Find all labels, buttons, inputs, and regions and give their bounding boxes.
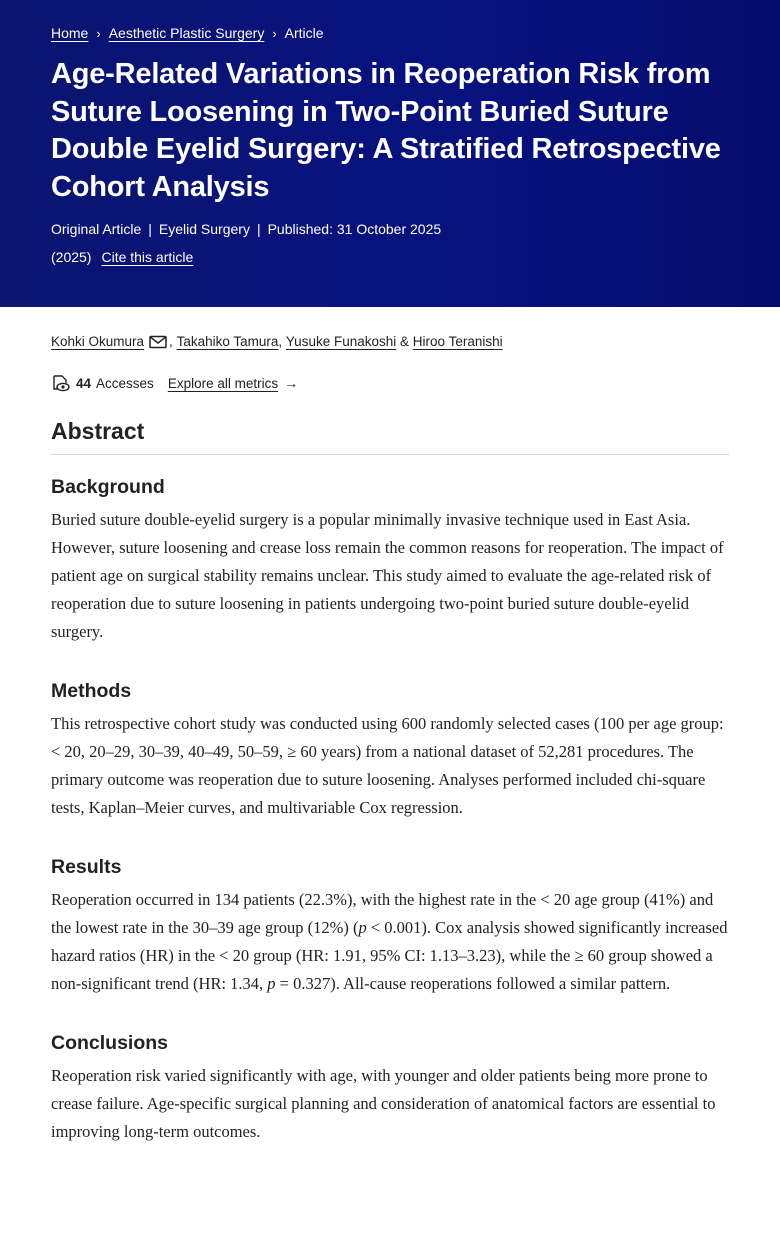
- article-content: [0, 333, 780, 1146]
- meta-divider: |: [148, 221, 152, 237]
- abstract-conclusions-section: [51, 1030, 729, 1146]
- section-text: Buried suture double-eyelid surgery is a popular minimally invasive technique used in East Asia. However, suture loosening and crease loss remain the common reasons for reoperation. The impact of patient age on surgical stability remains unclear. This study aimed to evaluate the age-related risk of reoperation due to suture loosening in patients undergoing two-point buried suture double-eyelid surgery.: [51, 510, 724, 641]
- author-link-funakoshi[interactable]: Yusuke Funakoshi: [285, 334, 397, 349]
- access-count: 44: [76, 375, 92, 391]
- author-separator: ,: [278, 334, 283, 349]
- p-value-symbol: p: [358, 918, 367, 937]
- section-text: This retrospective cohort study was conducted using 600 randomly selected cases (100 per age group: < 20, 20–29, 30–39, 40–49, 50–59, ≥ 60 years) from a national dataset of 52,281 procedures. The primary outcome was reoperation due to suture loosening. Analyses performed included chi-square tests, Kaplan–Meier curves, and multivariable Cox regression.: [51, 714, 724, 817]
- abstract-results-section: [51, 854, 729, 998]
- article-category: Eyelid Surgery: [158, 221, 250, 237]
- results-text-part: Reoperation occurred in 134 patients (22.3%), with the highest rate in the < 20 age group (41%) and the lowest rate in the 30–39 age group (12%) (: [51, 890, 714, 937]
- abstract-background-section: [51, 474, 729, 646]
- section-text: [51, 886, 729, 998]
- section-text: Reoperation risk varied significantly with age, with younger and older patients being more prone to crease failure. Age-specific surgical planning and consideration of anatomical factors are essential to improving long-term outcomes.: [51, 1066, 716, 1141]
- envelope-icon[interactable]: [149, 335, 167, 349]
- article-type: Original Article: [51, 221, 142, 237]
- author-separator: ,: [169, 334, 173, 349]
- breadcrumb-current: Article: [284, 25, 324, 41]
- author-ampersand: &: [400, 334, 410, 349]
- results-text-part: < 0.001). Cox analysis showed significantly increased hazard ratios (HR) in the < 20 group (HR: 1.91, 95% CI: 1.13–3.23), while the ≥ 60 group showed a non-significant trend (HR: 1.34,: [51, 918, 728, 993]
- breadcrumb-journal-link[interactable]: Aesthetic Plastic Surgery: [108, 25, 265, 41]
- article-title: Age-Related Variations in Reoperation Risk from Suture Loosening in Two-Point Buried Suture Double Eyelid Surgery: A Stratified Retrospective Cohort Analysis: [51, 58, 721, 203]
- article-citation-line: [51, 248, 729, 266]
- article-year: (2025): [51, 249, 92, 265]
- author-link-tamura[interactable]: Takahiko Tamura: [176, 334, 279, 349]
- arrow-right-icon: →: [284, 375, 299, 391]
- breadcrumb: [51, 24, 729, 42]
- article-metrics: [51, 373, 729, 393]
- meta-divider: |: [256, 221, 261, 237]
- article-meta: [51, 220, 729, 238]
- chevron-right-icon: ›: [96, 25, 101, 41]
- article-header: [0, 0, 780, 307]
- author-list: [51, 333, 729, 351]
- author-link-okumura[interactable]: Kohki Okumura: [51, 334, 145, 349]
- access-label: Accesses: [96, 375, 154, 391]
- explore-metrics-link[interactable]: Explore all metrics: [167, 375, 279, 391]
- section-heading: Methods: [51, 680, 132, 702]
- abstract-heading: Abstract: [51, 416, 729, 455]
- abstract-methods-section: [51, 678, 729, 822]
- section-heading: Background: [51, 476, 165, 498]
- cite-article-link[interactable]: Cite this article: [101, 249, 194, 265]
- p-value-symbol: p: [267, 974, 276, 993]
- author-link-teranishi[interactable]: Hiroo Teranishi: [412, 334, 503, 349]
- breadcrumb-home-link[interactable]: Home: [51, 25, 89, 41]
- chevron-right-icon: ›: [272, 25, 277, 41]
- section-heading: Results: [51, 856, 122, 878]
- results-text-part: = 0.327). All-cause reoperations followed a similar pattern.: [275, 974, 671, 993]
- article-published-date: Published: 31 October 2025: [267, 221, 442, 237]
- eye-icon: [51, 374, 71, 392]
- section-heading: Conclusions: [51, 1032, 169, 1054]
